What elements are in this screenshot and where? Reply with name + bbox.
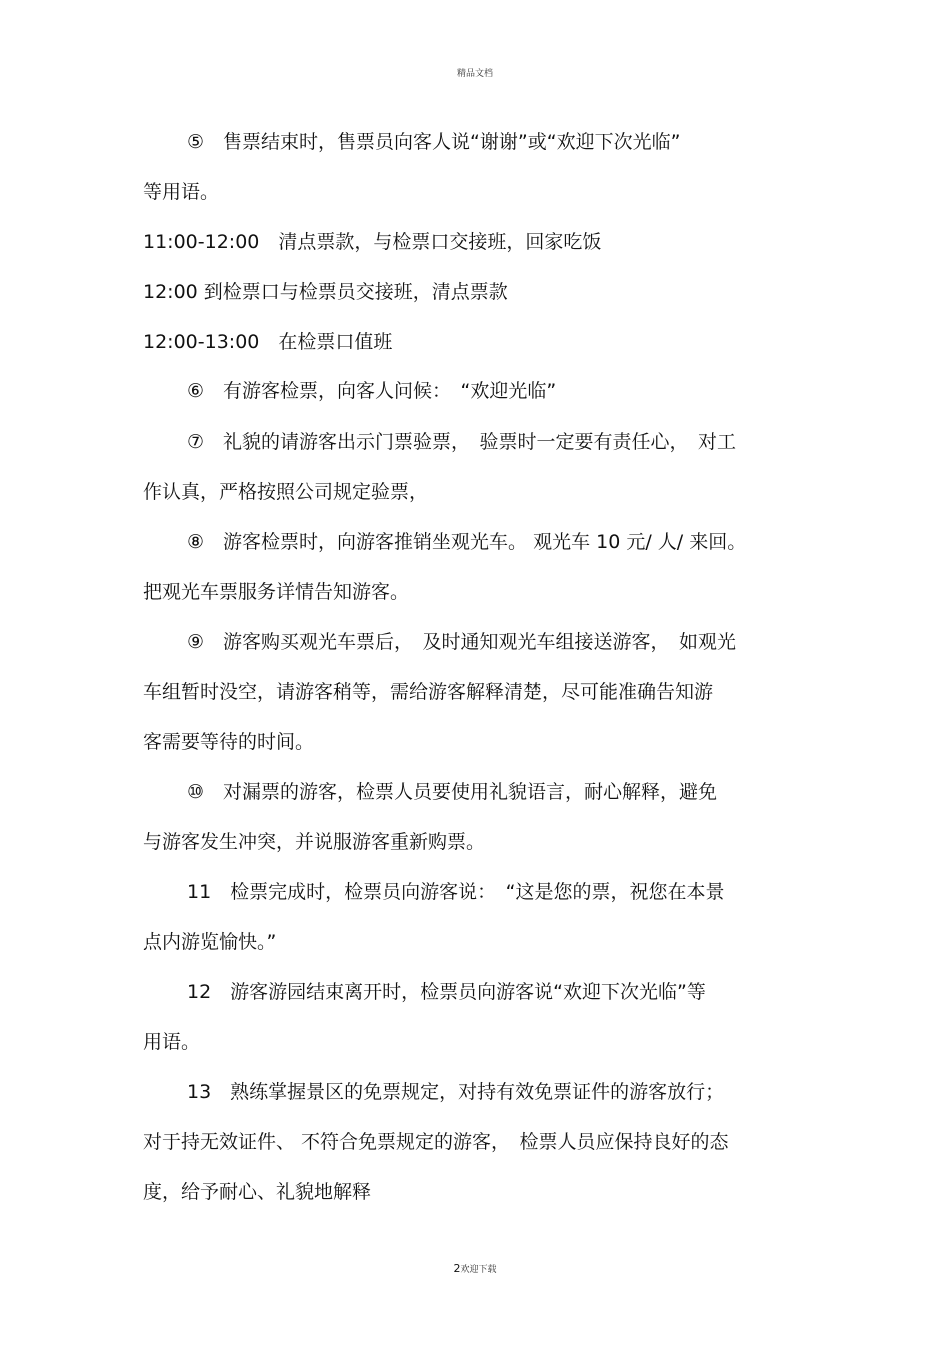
paragraph-line: 11 检票完成时，检票员向游客说： “这是您的票，祝您在本景 <box>187 881 725 903</box>
page-number: 2 <box>453 1262 461 1275</box>
paragraph-line: ⑨ 游客购买观光车票后， 及时通知观光车组接送游客， 如观光 <box>187 631 737 653</box>
paragraph-line: ⑧ 游客检票时，向游客推销坐观光车。 观光车 10 元/ 人/ 来回。 <box>187 531 747 553</box>
paragraph-line: 作认真，严格按照公司规定验票， <box>143 481 429 503</box>
paragraph-line: 度，给予耐心、礼貌地解释 <box>143 1181 372 1203</box>
paragraph-line: 13 熟练掌握景区的免票规定，对持有效免票证件的游客放行； <box>187 1081 725 1103</box>
paragraph-line: 12:00-13:00 在检票口值班 <box>143 331 393 353</box>
page-footer <box>0 1262 950 1275</box>
paragraph-line: 把观光车票服务详情告知游客。 <box>143 581 410 603</box>
paragraph-line: 12 游客游园结束离开时，检票员向游客说“欢迎下次光临”等 <box>187 981 706 1003</box>
paragraph-line: ⑦ 礼貌的请游客出示门票验票， 验票时一定要有责任心， 对工 <box>187 431 737 453</box>
paragraph-line: 与游客发生冲突，并说服游客重新购票。 <box>143 831 486 853</box>
paragraph-line: 车组暂时没空，请游客稍等，需给游客解释清楚，尽可能准确告知游 <box>143 681 714 703</box>
paragraph-line: 点内游览愉快。” <box>143 931 277 953</box>
page-header: 精品文档 <box>456 69 493 79</box>
paragraph-line: 11:00-12:00 清点票款，与检票口交接班，回家吃饭 <box>143 231 602 253</box>
paragraph-line: ⑩ 对漏票的游客，检票人员要使用礼貌语言，耐心解释，避免 <box>187 781 718 803</box>
paragraph-line: 用语。 <box>143 1031 201 1053</box>
paragraph-line: 对于持无效证件、 不符合免票规定的游客， 检票人员应保持良好的态 <box>143 1131 729 1153</box>
footer-text: 欢迎下载 <box>460 1265 497 1275</box>
paragraph-line: ⑥ 有游客检票，向客人问候： “欢迎光临” <box>187 380 557 402</box>
paragraph-line: 12:00 到检票口与检票员交接班，清点票款 <box>143 281 508 303</box>
paragraph-line: 等用语。 <box>143 181 220 203</box>
paragraph-line: 客需要等待的时间。 <box>143 731 315 753</box>
paragraph-line: ⑤ 售票结束时，售票员向客人说“谢谢”或“欢迎下次光临” <box>187 131 681 153</box>
